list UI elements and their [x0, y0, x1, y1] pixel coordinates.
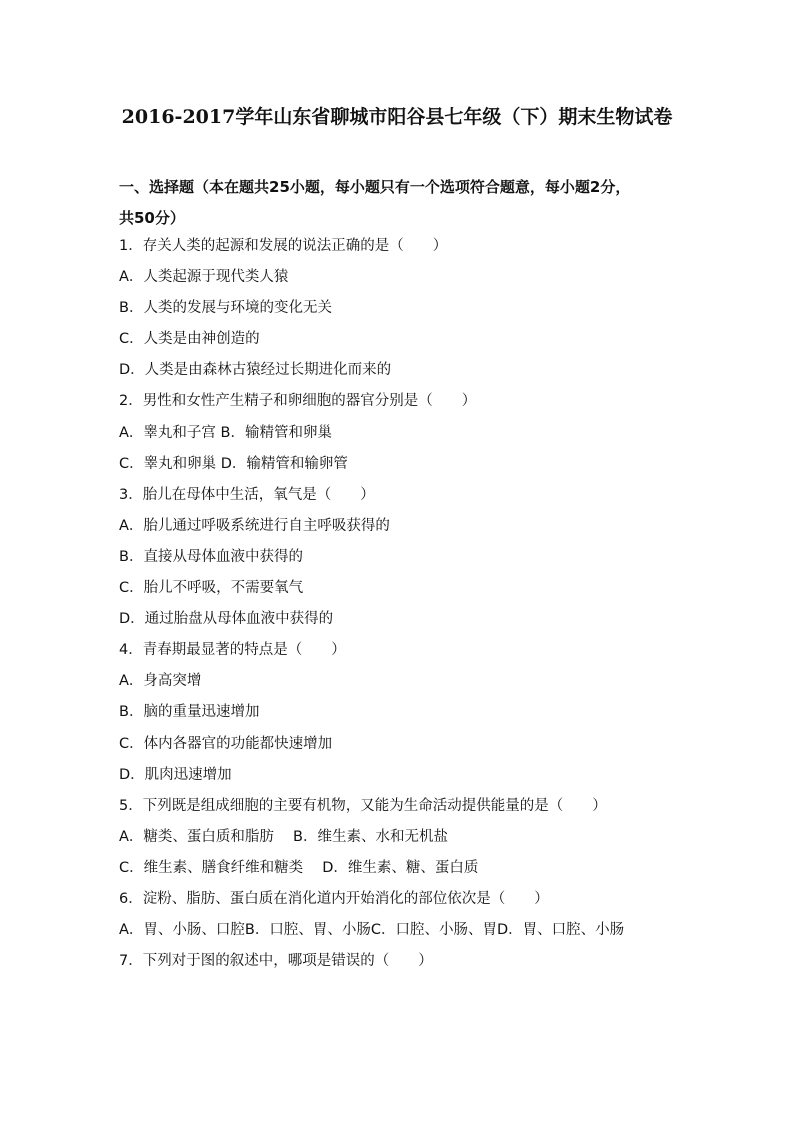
question-5-options-cd: C．维生素、膳食纤维和糖类 D．维生素、糖、蛋白质 [119, 859, 479, 876]
question-4-stem: 4．青春期最显著的特点是（ ） [119, 642, 346, 659]
question-4-option-c: C．体内各器官的功能都快速增加 [119, 735, 333, 752]
question-5-options-ab: A．糖类、蛋白质和脂肪 B．维生素、水和无机盐 [119, 828, 448, 845]
question-4-option-d: D．肌肉迅速增加 [119, 766, 232, 783]
question-4-option-a: A．身高突增 [119, 673, 202, 690]
section-heading-line-1: 一、选择题（本在题共25小题，每小题只有一个选项符合题意，每小题2分， [119, 178, 631, 196]
question-1-option-a: A．人类起源于现代类人猿 [119, 269, 289, 286]
question-1-stem: 1．存关人类的起源和发展的说法正确的是（ ） [119, 238, 448, 254]
question-1-option-b: B．人类的发展与环境的变化无关 [119, 300, 332, 317]
section-heading [119, 172, 689, 234]
question-6-stem: 6．淀粉、脂肪、蛋白质在消化道内开始消化的部位依次是（ ） [119, 890, 549, 907]
question-3-stem: 3．胎儿在母体中生活，氧气是（ ） [119, 486, 375, 503]
question-3-option-a: A．胎儿通过呼吸系统进行自主呼吸获得的 [119, 517, 390, 534]
question-2-stem: 2．男性和女性产生精子和卵细胞的器官分别是（ ） [119, 393, 477, 410]
question-3-option-b: B．直接从母体血液中获得的 [119, 548, 303, 565]
question-1-option-c: C．人类是由神创造的 [119, 331, 260, 348]
question-list [119, 231, 699, 977]
page-title: 2016-2017学年山东省聊城市阳谷县七年级（下）期末生物试卷 [121, 106, 673, 128]
question-3-option-c: C．胎儿不呼吸，不需要氧气 [119, 580, 304, 597]
section-heading-line-2: 共50分） [119, 209, 185, 227]
question-2-options-cd: C．睾丸和卵巢 D．输精管和输卵管 [119, 455, 348, 472]
question-5-stem: 5．下列既是组成细胞的主要有机物，又能为生命活动提供能量的是（ ） [119, 797, 607, 814]
question-3-option-d: D．通过胎盘从母体血液中获得的 [119, 611, 334, 628]
question-4-option-b: B．脑的重量迅速增加 [119, 704, 260, 721]
question-2-options-ab: A．睾丸和子宫 B．输精管和卵巢 [119, 424, 332, 441]
question-6-options: A．胃、小肠、口腔B．口腔、胃、小肠C．口腔、小肠、胃D．胃、口腔、小肠 [119, 922, 625, 939]
question-7-stem: 7．下列对于图的叙述中，哪项是错误的（ ） [119, 953, 433, 970]
question-1-option-d: D．人类是由森林古猿经过长期进化而来的 [119, 362, 392, 379]
